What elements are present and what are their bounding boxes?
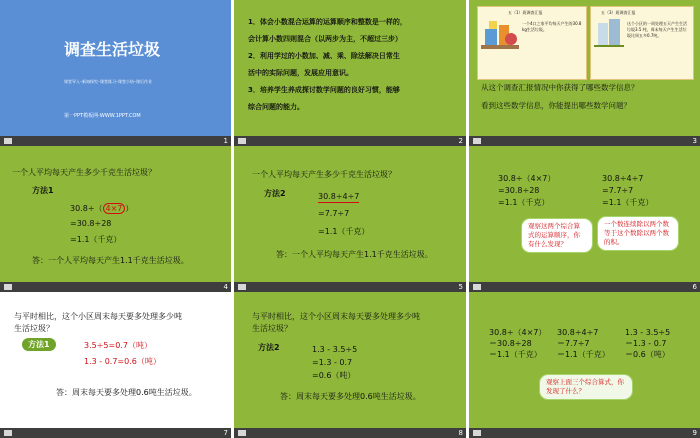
slide8-step-1: 1.3 - 3.5÷5 xyxy=(312,345,358,354)
observation-bubble: 观察上面三个综合算式，你发现了什么？ xyxy=(539,374,633,400)
expr-prefix: 30.8÷（ xyxy=(70,204,103,213)
slide9-col3-line: 1.3 - 3.5÷5 xyxy=(625,328,671,337)
conclusion-bubble: 一个数连续除以两个数等于这个数除以两个数的积。 xyxy=(597,216,679,251)
slide-number: 9 xyxy=(692,429,697,437)
slide9-col1-line: ＝30.8÷28 xyxy=(489,339,532,348)
slide8-question-2: 生活垃圾？ xyxy=(252,324,292,333)
slide-number: 8 xyxy=(458,429,463,437)
slide7-answer: 答：周末每天要多处理0.6吨生活垃圾。 xyxy=(56,388,197,397)
slide4-step-3: =1.1（千克） xyxy=(70,235,122,244)
expr-highlight: 4×7 xyxy=(103,203,126,214)
slide6-col2-line: =7.7÷7 xyxy=(602,186,634,195)
slide-thumbnail-9[interactable] xyxy=(469,292,700,438)
card2-text: 这个小区的一周处理五天产生生活垃圾3.5 吨，周末每天产生生活垃圾比周五多0.7吨。 xyxy=(627,21,687,38)
slide-thumbnail-8[interactable] xyxy=(234,292,466,438)
slide-thumbnail-2[interactable] xyxy=(234,0,466,146)
slide1-title: 调查生活垃圾 xyxy=(64,40,161,59)
slide-icon xyxy=(4,284,12,290)
survey-card-2 xyxy=(590,6,694,80)
slide-footer xyxy=(469,428,700,438)
slide6-col2-line: 30.8÷4÷7 xyxy=(602,174,644,183)
slide-number: 7 xyxy=(223,429,228,437)
slide-icon xyxy=(238,284,246,290)
objective-line: 1．体会小数混合运算的运算顺序和整数是一样的， xyxy=(248,18,407,26)
slide-footer xyxy=(469,136,700,146)
slide8-step-3: =0.6（吨） xyxy=(312,371,356,380)
card2-title: 五（3）班调查汇报 xyxy=(601,10,636,15)
slide7-question-2: 生活垃圾？ xyxy=(14,324,54,333)
slide4-expression xyxy=(70,204,133,214)
expr-suffix: ） xyxy=(125,204,134,213)
slide5-expression: 30.8÷4÷7 xyxy=(318,192,360,201)
slide7-step-2: 1.3 - 0.7=0.6（吨） xyxy=(84,357,161,366)
slide3-question-1: 从这个调查汇报情况中你获得了哪些数学信息？ xyxy=(481,83,639,92)
slide4-question: 一个人平均每天产生多少千克生活垃圾？ xyxy=(12,168,156,177)
slide9-col1-line: ＝1.1（千克） xyxy=(489,350,542,359)
slide-number: 3 xyxy=(692,137,697,145)
slide-thumbnail-4[interactable] xyxy=(0,146,231,292)
slide1-site: 第一PPT模板网-WWW.1PPT.COM xyxy=(64,113,141,119)
slide4-step-2: =30.8÷28 xyxy=(70,219,112,228)
slide-icon xyxy=(4,430,12,436)
slide9-col2-line: ＝1.1（千克） xyxy=(557,350,610,359)
slide6-col2-line: =1.1（千克） xyxy=(602,198,654,207)
slide5-question: 一个人平均每天产生多少千克生活垃圾？ xyxy=(252,170,396,179)
slide-icon xyxy=(238,430,246,436)
card1-title: 五（1）班调查汇报 xyxy=(508,10,543,15)
slide-thumbnail-7[interactable] xyxy=(0,292,231,438)
slide-number: 5 xyxy=(458,283,463,291)
slide-thumbnail-1[interactable] xyxy=(0,0,231,146)
slide-footer xyxy=(0,428,231,438)
slide-number: 2 xyxy=(458,137,463,145)
slide9-col2-line: ＝7.7÷7 xyxy=(557,339,590,348)
method-label: 方法2 xyxy=(258,343,280,352)
building-icon xyxy=(594,17,624,47)
method-label: 方法2 xyxy=(264,189,286,198)
slide9-col1-line: 30.8÷（4×7） xyxy=(489,328,547,337)
slide-number: 4 xyxy=(223,283,228,291)
slide-footer xyxy=(234,136,466,146)
slide-footer xyxy=(234,282,466,292)
slide9-col3-line: ＝0.6（吨） xyxy=(625,350,670,359)
slide-footer xyxy=(0,282,231,292)
trash-pile-icon xyxy=(481,17,519,51)
slide8-question-1: 与平时相比，这个小区周末每天要多处理多少吨 xyxy=(252,312,420,321)
slide-thumbnail-5[interactable] xyxy=(234,146,466,292)
slide3-question-2: 看到这些数学信息，你能提出哪些数学问题？ xyxy=(481,101,631,110)
slide8-answer: 答：周末每天要多处理0.6吨生活垃圾。 xyxy=(280,392,421,401)
building-illustration xyxy=(594,17,624,47)
slide5-answer: 答：一个人平均每天产生1.1千克生活垃圾。 xyxy=(276,250,433,259)
slide-number: 1 xyxy=(223,137,228,145)
slide6-col1-line: =1.1（千克） xyxy=(498,198,550,207)
slide-thumbnail-6[interactable] xyxy=(469,146,700,292)
slide-icon xyxy=(473,430,481,436)
slide9-col2-line: 30.8÷4÷7 xyxy=(557,328,599,337)
card1-text: 一个4口之家平均每天产生的30.8 kg生活垃圾。 xyxy=(522,21,582,32)
trash-illustration xyxy=(481,17,519,51)
slide5-step-2: =7.7÷7 xyxy=(318,209,350,218)
observation-bubble: 观察这两个综合算式的运算顺序，你有什么发现？ xyxy=(521,218,593,253)
slide-footer xyxy=(234,428,466,438)
slide9-col3-line: ＝1.3 - 0.7 xyxy=(625,339,667,348)
slide1-nav: 课堂导入–新知探究–课堂练习–课堂小结–课后作业 xyxy=(64,79,152,84)
slide-thumbnail-3[interactable] xyxy=(469,0,700,146)
slide6-col1-line: =30.8÷28 xyxy=(498,186,540,195)
slide8-step-2: =1.3 - 0.7 xyxy=(312,358,353,367)
method-label: 方法1 xyxy=(22,338,56,351)
slide7-step-1: 3.5÷5=0.7（吨） xyxy=(84,341,152,350)
slide4-answer: 答：一个人平均每天产生1.1千克生活垃圾。 xyxy=(32,256,189,265)
slide6-col1-line: 30.8÷（4×7） xyxy=(498,174,556,183)
slide-icon xyxy=(473,284,481,290)
objective-line: 综合问题的能力。 xyxy=(248,103,304,111)
survey-card-1 xyxy=(477,6,587,80)
objective-line: 2．利用学过的小数加、减、乘、除法解决日常生 xyxy=(248,52,400,60)
slide-footer xyxy=(0,136,231,146)
slide-footer xyxy=(469,282,700,292)
slide7-question-1: 与平时相比，这个小区周末每天要多处理多少吨 xyxy=(14,312,182,321)
method-label: 方法1 xyxy=(32,186,54,195)
slide-icon xyxy=(473,138,481,144)
slide-icon xyxy=(238,138,246,144)
objective-line: 活中的实际问题，发展应用意识。 xyxy=(248,69,353,77)
slide-icon xyxy=(4,138,12,144)
objective-line: 会计算小数四则混合（以两步为主，不超过三步） xyxy=(248,35,402,43)
slide5-step-3: =1.1（千克） xyxy=(318,227,370,236)
slide-number: 6 xyxy=(692,283,697,291)
objective-line: 3．培养学生养成探讨数学问题的良好习惯，能够 xyxy=(248,86,400,94)
